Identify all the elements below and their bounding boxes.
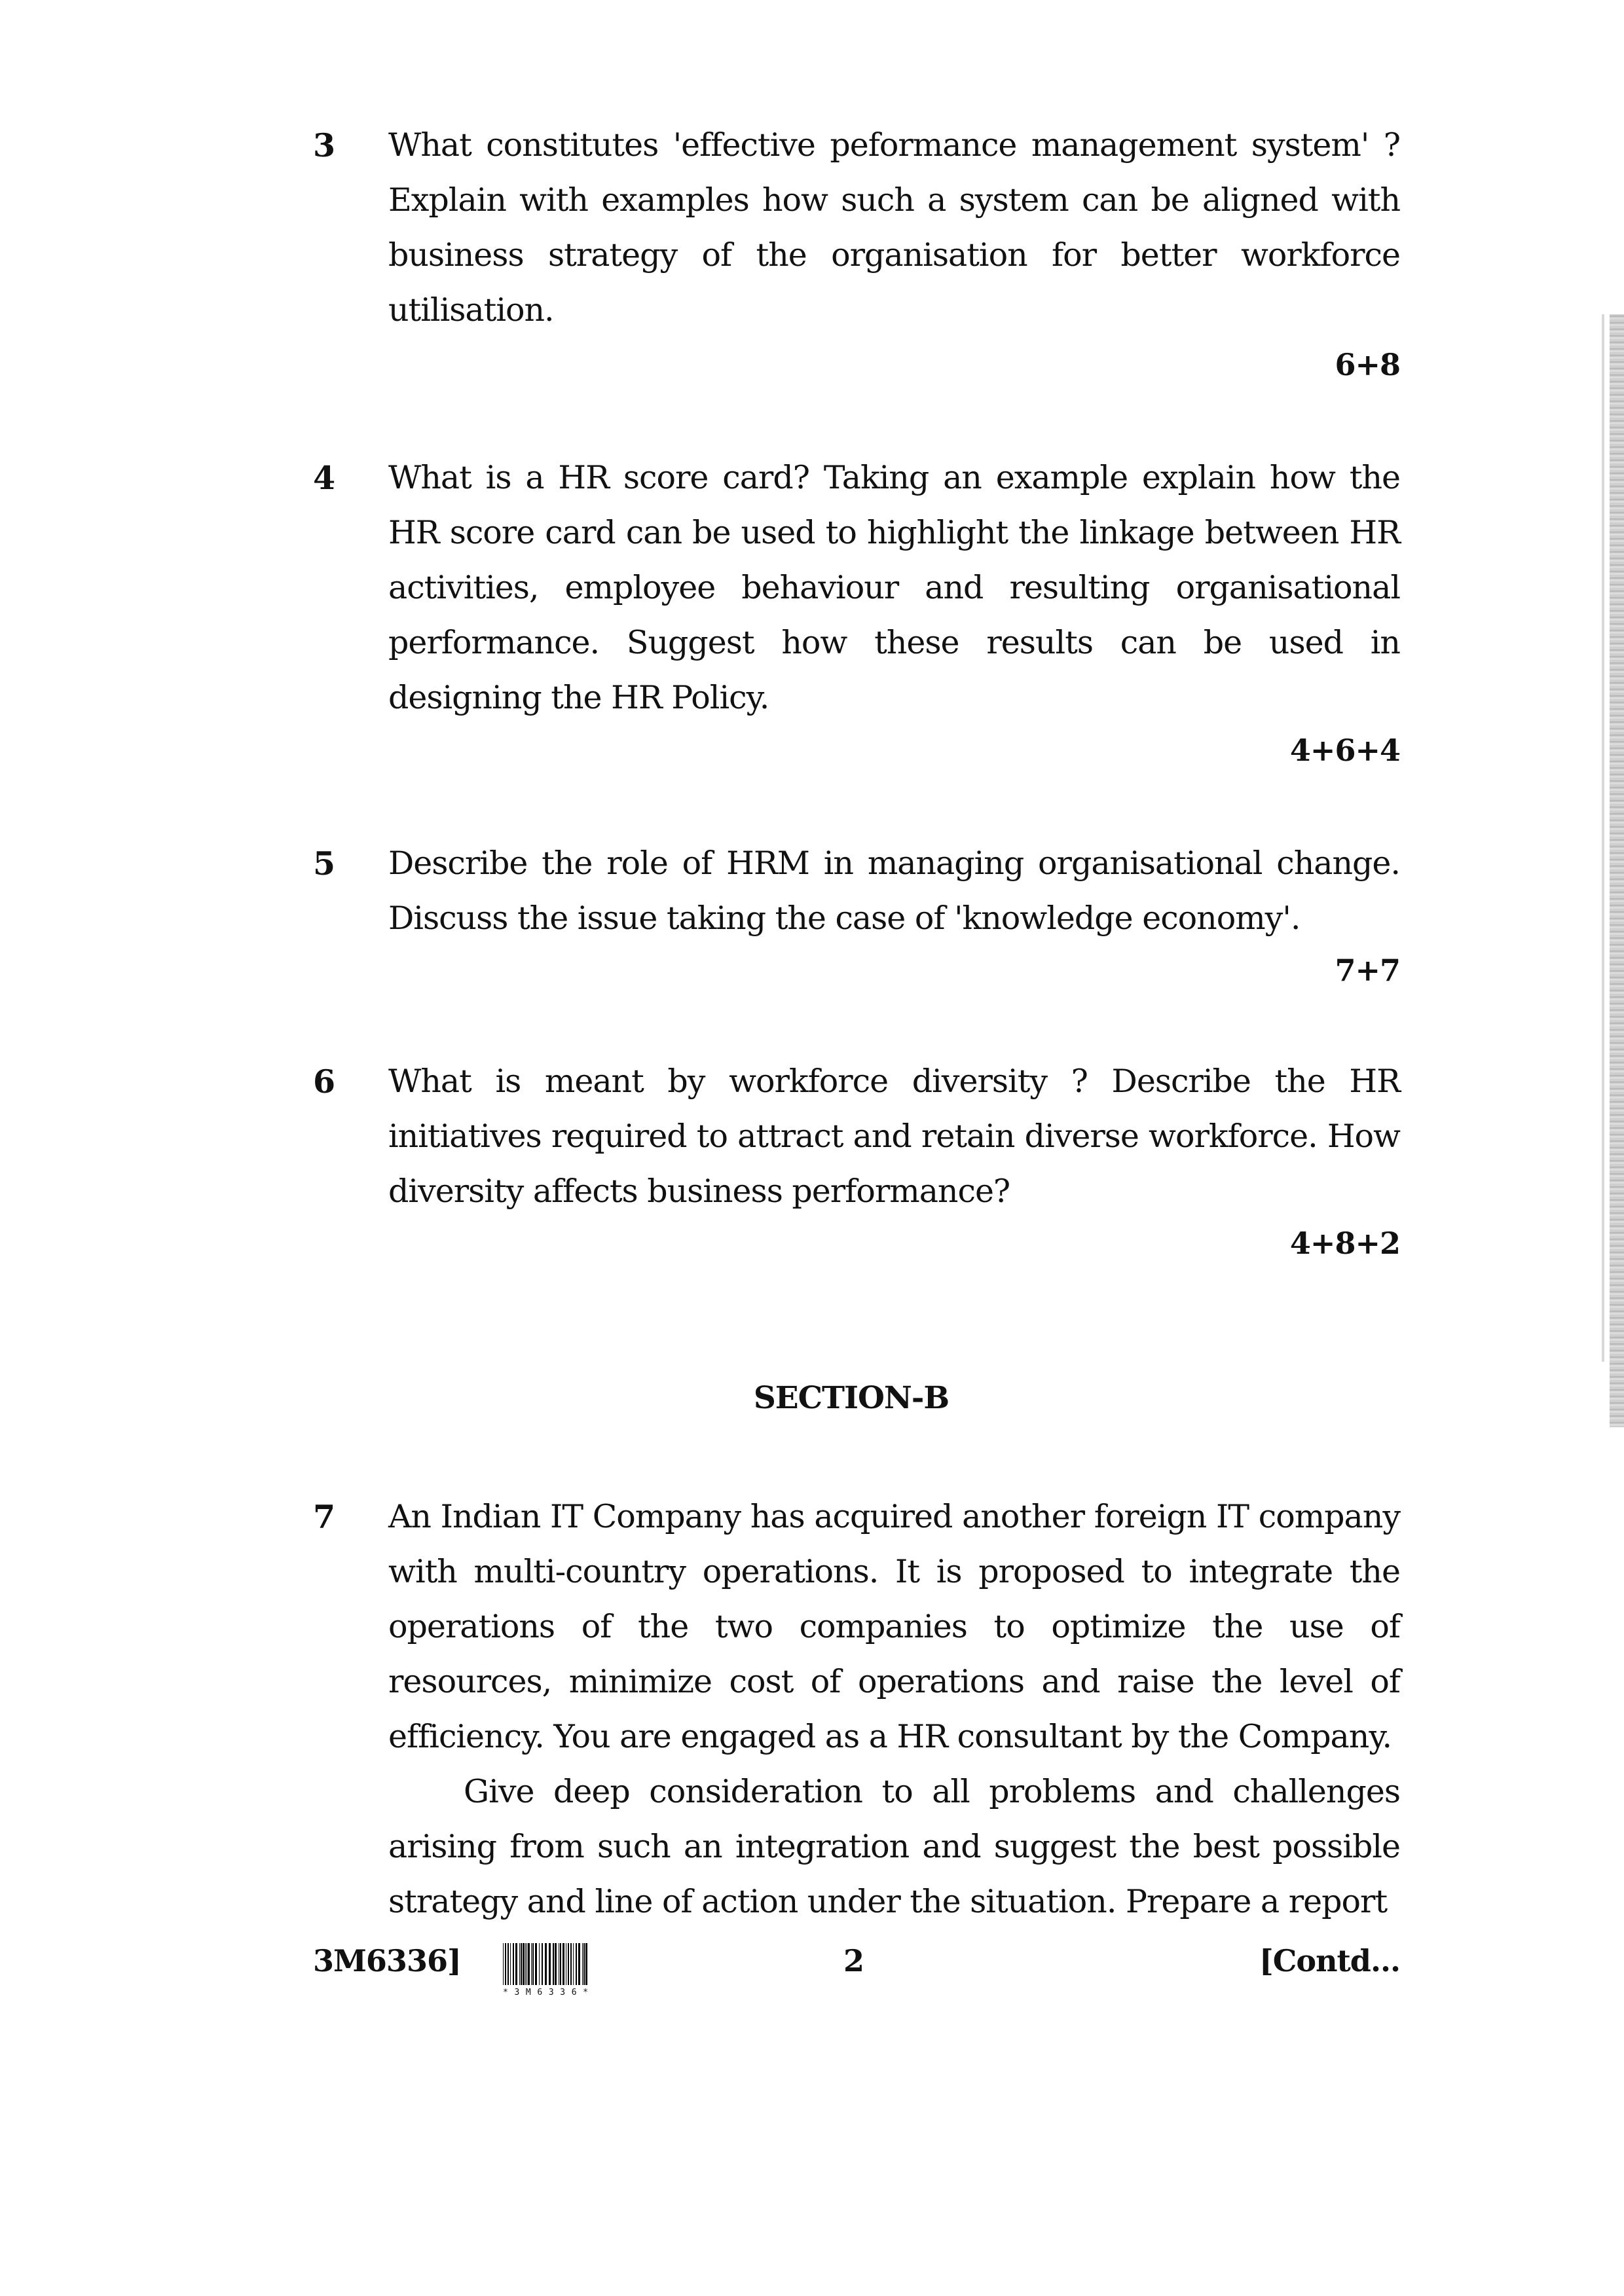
barcode-bar: [507, 1943, 509, 1985]
barcode-bar: [568, 1943, 569, 1985]
question-text: What is meant by workforce diversity ? Describe the HR initiatives required to attract and retain diverse workforce. How diversity affects business performance?: [388, 1063, 1400, 1210]
barcode-bar: [519, 1943, 520, 1985]
barcode-bar: [528, 1943, 530, 1985]
barcode-bar: [521, 1943, 522, 1985]
barcode-char: 6: [571, 1988, 577, 1997]
question-text: What constitutes 'effective peformance management system' ? Explain with examples how such a system can be aligned with business strategy of the organisation for better workforce utilisation.: [388, 126, 1400, 329]
barcode-bar: [515, 1943, 517, 1985]
barcode-char: 6: [537, 1988, 543, 1997]
barcode-bar: [583, 1943, 585, 1985]
barcode-bar: [573, 1943, 574, 1985]
question-number: 5: [313, 845, 336, 883]
barcode-bar: [525, 1943, 526, 1985]
barcode-bar: [503, 1943, 504, 1985]
barcode-bar: [526, 1943, 527, 1985]
question-marks: 7+7: [1335, 953, 1400, 988]
section-b-heading: SECTION-B: [753, 1380, 950, 1416]
barcode-char: *: [503, 1988, 508, 1997]
question-paragraph-1: An Indian IT Company has acquired another foreign IT company with multi-country operations. It is proposed to integrate the operations of the two companies to optimize the use of resources, minimize cost of operations and raise the level of efficiency. You are engaged as a HR consultant by the Company.: [388, 1498, 1400, 1755]
question-paragraph-2: Give deep consideration to all problems and challenges arising from such an integration and suggest the best possible strategy and line of action under the situation. Prepare a report: [388, 1773, 1400, 1920]
question-text: [388, 1489, 1400, 1929]
barcode-bar: [576, 1943, 577, 1985]
barcode-char: 3: [560, 1988, 566, 1997]
scan-edge-artifact: [1610, 314, 1624, 1427]
barcode-bar: [523, 1943, 525, 1985]
paper-code: 3M6336]: [313, 1943, 461, 1978]
barcode-bar: [585, 1943, 587, 1985]
barcode-bar: [535, 1943, 537, 1985]
question-number: 6: [313, 1063, 336, 1101]
question-text: Describe the role of HRM in managing organisational change. Discuss the issue taking the case of 'knowledge economy'.: [388, 845, 1400, 937]
barcode-bar: [560, 1943, 561, 1985]
question-marks: 4+6+4: [1289, 733, 1400, 768]
barcode-bar: [563, 1943, 564, 1985]
barcode-char: *: [583, 1988, 588, 1997]
barcode-char: 3: [514, 1988, 520, 1997]
barcode-bar: [582, 1943, 583, 1985]
barcode-bar: [510, 1943, 511, 1985]
barcode-char: 3: [548, 1988, 554, 1997]
page-footer: [313, 1943, 1400, 2022]
barcode-bar: [549, 1943, 551, 1985]
barcode-label: [503, 1988, 588, 1997]
continued-marker: [Contd...: [1259, 1943, 1400, 1978]
barcode-bar: [555, 1943, 557, 1985]
question-marks: 6+8: [1335, 347, 1400, 382]
barcode-bar: [553, 1943, 554, 1985]
barcode-bar: [531, 1943, 532, 1985]
barcode-bar: [539, 1943, 540, 1985]
page-number: 2: [843, 1943, 865, 1978]
barcode-bar: [505, 1943, 506, 1985]
question-marks: 4+8+2: [1289, 1226, 1400, 1261]
barcode-bar: [513, 1943, 514, 1985]
barcode-bar: [545, 1943, 547, 1985]
barcode: [503, 1943, 588, 1985]
barcode-bar: [578, 1943, 580, 1985]
barcode-bar: [532, 1943, 534, 1985]
question-number: 3: [313, 126, 336, 164]
question-number: 4: [313, 459, 336, 497]
barcode-bar: [570, 1943, 572, 1985]
barcode-char: M: [525, 1988, 531, 1997]
scan-edge-line: [1602, 314, 1604, 1362]
question-text: What is a HR score card? Taking an example explain how the HR score card can be used to highlight the linkage between HR activities, employee behaviour and resulting organisational performance. Suggest how these results can be used in designing the HR Policy.: [388, 459, 1400, 716]
question-number: 7: [313, 1498, 336, 1536]
barcode-bar: [542, 1943, 543, 1985]
